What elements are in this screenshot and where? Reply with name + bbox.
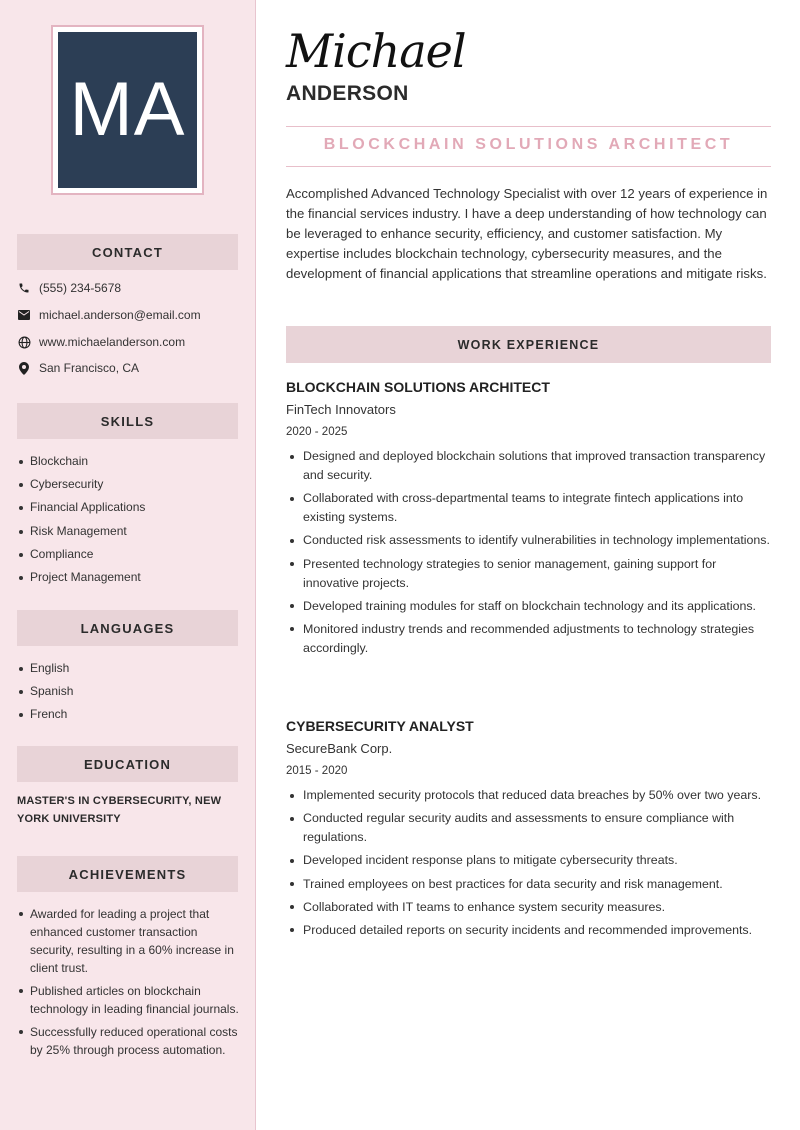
skills-heading: SKILLS bbox=[17, 403, 238, 439]
list-item: French bbox=[17, 703, 242, 726]
job-bullets bbox=[286, 447, 771, 658]
first-name: Michael bbox=[286, 24, 466, 78]
skills-list bbox=[17, 450, 242, 589]
phone-icon bbox=[17, 281, 31, 295]
languages-list bbox=[17, 657, 242, 727]
contact-location bbox=[17, 358, 139, 378]
job-company: FinTech Innovators bbox=[286, 402, 396, 417]
job-role: BLOCKCHAIN SOLUTIONS ARCHITECT bbox=[286, 379, 550, 395]
list-item: Awarded for leading a project that enhanced customer transaction security, resulting in a 60% increase in client trust. bbox=[17, 905, 239, 977]
list-item: Produced detailed reports on security incidents and recommended improvements. bbox=[286, 921, 771, 940]
list-item: Blockchain bbox=[17, 450, 242, 473]
education-degree: MASTER'S IN CYBERSECURITY, NEW YORK UNIVERSITY bbox=[17, 795, 222, 825]
list-item: Compliance bbox=[17, 543, 242, 566]
contact-phone bbox=[17, 278, 121, 298]
last-name: ANDERSON bbox=[286, 82, 409, 105]
divider bbox=[286, 126, 771, 127]
list-item: Presented technology strategies to senior management, gaining support for innovative projects. bbox=[286, 555, 771, 593]
achievements-heading: ACHIEVEMENTS bbox=[17, 856, 238, 892]
job-entry bbox=[286, 715, 771, 944]
list-item: Cybersecurity bbox=[17, 473, 242, 496]
list-item: Designed and deployed blockchain solutions that improved transaction transparency and security. bbox=[286, 447, 771, 485]
contact-heading: CONTACT bbox=[17, 234, 238, 270]
monogram: MA bbox=[58, 32, 197, 188]
map-pin-icon bbox=[17, 361, 31, 375]
location-text: San Francisco, CA bbox=[39, 361, 140, 375]
list-item: Collaborated with IT teams to enhance system security measures. bbox=[286, 898, 771, 917]
list-item: Implemented security protocols that reduced data breaches by 50% over two years. bbox=[286, 786, 771, 805]
profile-summary: Accomplished Advanced Technology Specialist with over 12 years of experience in the financial services industry. I have a deep understanding of how technology can be leveraged to enhance security, efficiency, and customer satisfaction. My expertise includes blockchain technology, cybersecurity measures, and the development of financial applications that streamline operations and mitigate risks. bbox=[286, 186, 768, 281]
phone-text: (555) 234-5678 bbox=[39, 281, 122, 295]
monogram-frame bbox=[51, 25, 204, 195]
achievements-list bbox=[17, 905, 239, 1064]
list-item: English bbox=[17, 657, 242, 680]
list-item: Developed incident response plans to mitigate cybersecurity threats. bbox=[286, 851, 771, 870]
list-item: Monitored industry trends and recommended adjustments to technology strategies accordingly. bbox=[286, 620, 771, 658]
job-entry bbox=[286, 376, 771, 662]
list-item: Spanish bbox=[17, 680, 242, 703]
contact-website bbox=[17, 332, 185, 352]
list-item: Conducted risk assessments to identify vulnerabilities in technology implementations. bbox=[286, 531, 771, 550]
work-experience-heading: WORK EXPERIENCE bbox=[286, 326, 771, 363]
divider bbox=[286, 166, 771, 167]
list-item: Financial Applications bbox=[17, 496, 242, 519]
job-dates: 2020 - 2025 bbox=[286, 426, 348, 438]
job-dates: 2015 - 2020 bbox=[286, 765, 348, 777]
list-item: Conducted regular security audits and assessments to ensure compliance with regulations. bbox=[286, 809, 771, 847]
headline-title: BLOCKCHAIN SOLUTIONS ARCHITECT bbox=[323, 136, 734, 153]
email-link[interactable]: michael.anderson@email.com bbox=[39, 308, 201, 322]
sidebar bbox=[0, 0, 256, 1130]
education-heading: EDUCATION bbox=[17, 746, 238, 782]
job-role: CYBERSECURITY ANALYST bbox=[286, 718, 474, 734]
website-link[interactable]: www.michaelanderson.com bbox=[39, 335, 186, 349]
job-bullets bbox=[286, 786, 771, 940]
globe-icon bbox=[17, 335, 31, 349]
list-item: Collaborated with cross-departmental teams to integrate fintech applications into existing systems. bbox=[286, 489, 771, 527]
list-item: Successfully reduced operational costs by 25% through process automation. bbox=[17, 1023, 239, 1059]
list-item: Project Management bbox=[17, 566, 242, 589]
list-item: Risk Management bbox=[17, 520, 242, 543]
list-item: Published articles on blockchain technology in leading financial journals. bbox=[17, 982, 239, 1018]
contact-email bbox=[17, 305, 201, 325]
languages-heading: LANGUAGES bbox=[17, 610, 238, 646]
list-item: Trained employees on best practices for data security and risk management. bbox=[286, 875, 771, 894]
envelope-icon bbox=[17, 308, 31, 322]
job-company: SecureBank Corp. bbox=[286, 741, 393, 756]
list-item: Developed training modules for staff on blockchain technology and its applications. bbox=[286, 597, 771, 616]
